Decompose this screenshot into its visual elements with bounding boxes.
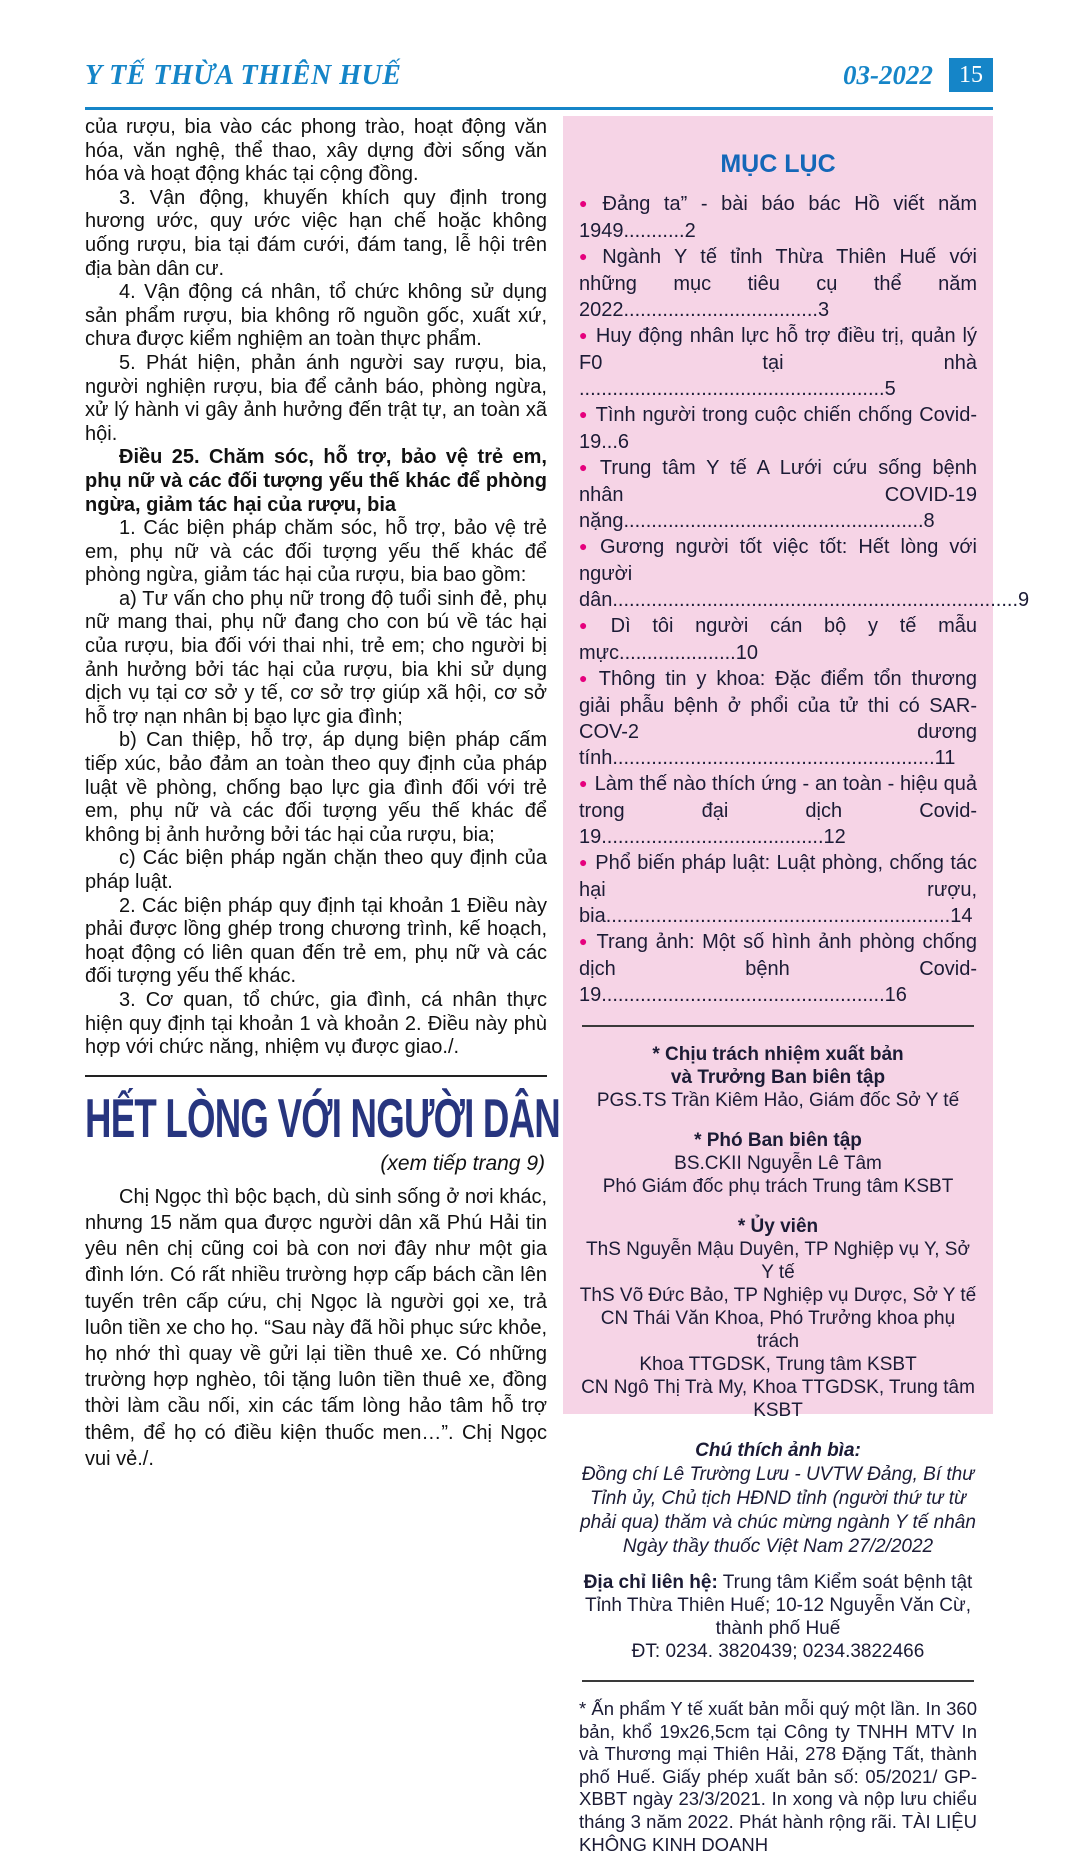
law-paragraph: của rượu, bia vào các phong trào, hoạt động văn hóa, văn nghệ, thể thao, xây dựng đời sống văn hóa và hoạt động khác tại cộng đồng. (85, 116, 547, 186)
toc-list (579, 191, 1030, 1008)
toc-entry-text: Ngành Y tế tỉnh Thừa Thiên Huế với những mục tiêu cụ thể năm 2022...................................3 (579, 246, 977, 321)
toc-masthead-box (563, 116, 1030, 1855)
toc-entry (579, 534, 1030, 613)
bullet-icon: ● (579, 406, 589, 422)
law-paragraph: 4. Vận động cá nhân, tổ chức không sử dụng sản phẩm rượu, bia không rõ nguồn gốc, xuất xứ, chưa được kiểm nghiệm an toàn thực phẩm. (85, 281, 547, 351)
article-divider (85, 1075, 547, 1077)
colophon: * Ấn phẩm Y tế xuất bản mỗi quý một lần. In 360 bản, khổ 19x26,5cm tại Công ty TNHH MTV In và Thương mại Thiên Hải, 278 Đặng Tất, thành phố Huế. Giấy phép xuất bản số: 05/2021/ GP-XBBT ngày 23/3/2021. In xong và nộp lưu chiểu tháng 3 năm 2022. Phát hành rộng rãi. TÀI LIỆU KHÔNG KINH DOANH (579, 1698, 977, 1855)
toc-entry (579, 850, 977, 929)
editorial-section (579, 1215, 977, 1422)
bullet-icon: ● (579, 854, 589, 870)
law-paragraph: c) Các biện pháp ngăn chặn theo quy định của pháp luật. (85, 847, 547, 893)
header-right (843, 58, 993, 92)
cover-caption (579, 1439, 977, 1559)
law-paragraph: Điều 25. Chăm sóc, hỗ trợ, bảo vệ trẻ em, phụ nữ và các đối tượng yếu thế khác để phòng ngừa, giảm tác hại của rượu, bia (85, 446, 547, 516)
bullet-icon: ● (579, 327, 589, 343)
bullet-icon: ● (579, 617, 604, 633)
bullet-icon: ● (579, 538, 593, 554)
toc-entry (579, 771, 977, 850)
editorial-board (579, 1043, 977, 1422)
bullet-icon: ● (579, 670, 592, 686)
law-text (85, 116, 547, 1060)
left-column (85, 116, 560, 1472)
journal-title: Y TẾ THỪA THIÊN HUẾ (85, 60, 402, 91)
toc-entry (579, 244, 977, 323)
article-body: Chị Ngọc thì bộc bạch, dù sinh sống ở nơi khác, nhưng 15 năm qua được người dân xã Phú Hải tin yêu nên chị cũng coi bà con nơi đây như một gia đình lớn. Có rất nhiều trường hợp cấp bách cần lên tuyến trên cấp cứu, chị Ngọc là người gọi xe, trả luôn tiền xe cho họ. “Sau này đã hồi phục sức khỏe, họ nhớ thì quay về gửi lại tiền thuê xe. Có những trường hợp nghèo, tôi tặng luôn tiền thuê xe, đồng thời làm cầu nối, xin các tấm lòng hảo tâm hỗ trợ thêm, để họ có điều kiện thuốc men…”. Chị Ngọc vui vẻ./. (85, 1185, 547, 1470)
toc-entry-text: Trang ảnh: Một số hình ảnh phòng chống dịch bệnh Covid-19...................................................16 (579, 931, 977, 1006)
editorial-section-body: ThS Nguyễn Mậu Duyên, TP Nghiệp vụ Y, Sở Y tế ThS Võ Đức Bảo, TP Nghiệp vụ Dược, Sở Y tế CN Thái Văn Khoa, Phó Trưởng khoa phụ trách Khoa TTGDSK, Trung tâm KSBT CN Ngô Thị Trà My, Khoa TTGDSK, Trung tâm KSBT (579, 1239, 977, 1421)
bullet-icon: ● (579, 195, 596, 211)
law-paragraph: 1. Các biện pháp chăm sóc, hỗ trợ, bảo vệ trẻ em, phụ nữ và các đối tượng yếu thế khác để phòng ngừa, giảm tác hại của rượu, bia bao gồm: (85, 517, 547, 587)
toc-entry (579, 191, 977, 244)
law-paragraph: 3. Vận động, khuyến khích quy định trong hương ước, quy ước việc hạn chế hoặc không uống rượu, bia tại đám cưới, đám tang, lễ hội trên địa bàn dân cư. (85, 186, 547, 280)
toc-title: MỤC LỤC (720, 150, 836, 178)
article-continuation-note: (xem tiếp trang 9) (380, 1151, 545, 1175)
article-title: HẾT LÒNG VỚI NGƯỜI DÂN (85, 1086, 560, 1149)
toc-entry (579, 929, 977, 1008)
toc-entry-text: Trung tâm Y tế A Lưới cứu sống bệnh nhân COVID-19 nặng......................................................8 (579, 457, 977, 532)
contact-text: Trung tâm Kiểm soát bệnh tật Tỉnh Thừa Thiên Huế; 10-12 Nguyễn Văn Cừ, thành phố Huế ĐT: 0234. 3820439; 0234.3822466 (585, 1572, 973, 1662)
toc-entry-text: Dì tôi người cán bộ y tế mẫu mực.....................10 (579, 615, 977, 664)
toc-entry (579, 455, 977, 534)
editorial-section-title: * Chịu trách nhiệm xuất bản và Trưởng Ban biên tập (652, 1044, 904, 1088)
page-number-badge: 15 (949, 58, 993, 92)
header-divider (85, 107, 993, 110)
cover-caption-title: Chú thích ảnh bìa: (695, 1440, 861, 1461)
toc-entry-text: Đảng ta” - bài báo bác Hồ viết năm 1949...........2 (579, 193, 977, 242)
bullet-icon: ● (579, 775, 588, 791)
editorial-section (579, 1129, 977, 1198)
editorial-section-body: BS.CKII Nguyễn Lê Tâm Phó Giám đốc phụ trách Trung tâm KSBT (602, 1153, 954, 1197)
toc-entry-text: Phổ biến pháp luật: Luật phòng, chống tác hại rượu, bia..............................................................14 (579, 852, 977, 927)
article-title-wrap (85, 1086, 560, 1150)
toc-entry-text: Tình người trong cuộc chiến chống Covid-19...6 (579, 404, 977, 453)
bullet-icon: ● (579, 933, 590, 949)
law-paragraph: a) Tư vấn cho phụ nữ trong độ tuổi sinh đẻ, phụ nữ mang thai, phụ nữ đang cho con bú về tác hại của rượu, bia đối với thai nhi, trẻ em; cho người bị ảnh hưởng bởi tác hại của rượu, bia khi sử dụng dịch vụ tại cơ sở y tế, cơ sở trợ giúp xã hội, cơ sở hỗ trợ nạn nhân bị bạo lực gia đình; (85, 587, 547, 728)
toc-entry (579, 323, 977, 402)
toc-entry (579, 613, 977, 666)
law-paragraph: 5. Phát hiện, phản ánh người say rượu, bia, người nghiện rượu, bia để cảnh báo, phòng ngừa, xử lý hành vi gây ảnh hưởng đến trật tự, an toàn xã hội. (85, 351, 547, 445)
toc-entry (579, 666, 977, 771)
toc-entry-text: Gương người tốt việc tốt: Hết lòng với người dân.........................................................................9 (579, 536, 1030, 611)
bullet-icon: ● (579, 248, 596, 264)
bullet-icon: ● (579, 459, 593, 475)
cover-caption-text: Đồng chí Lê Trường Lưu - UVTW Đảng, Bí thư Tỉnh ủy, Chủ tịch HĐND tỉnh (người thứ tư từ phải qua) thăm và chúc mừng ngành Y tế nhân Ngày thầy thuốc Việt Nam 27/2/2022 (580, 1464, 976, 1557)
contact-info (579, 1571, 977, 1663)
masthead-divider-bottom (582, 1680, 974, 1682)
toc-entry-text: Huy động nhân lực hỗ trợ điều trị, quản lý F0 tại nhà .......................................................5 (579, 325, 977, 400)
law-paragraph: 2. Các biện pháp quy định tại khoản 1 Điều này phải được lồng ghép trong chương trình, kế hoạch, hoạt động có liên quan đến trẻ em, phụ nữ và các đối tượng yếu thế khác. (85, 894, 547, 988)
law-paragraph: b) Can thiệp, hỗ trợ, áp dụng biện pháp cấm tiếp xúc, bảo đảm an toàn theo quy định của pháp luật về phòng, chống bạo lực gia đình đối với trẻ em, phụ nữ và các đối tượng yếu thế khác để không bị ảnh hưởng bởi tác hại của rượu, bia; (85, 729, 547, 846)
law-paragraph: 3. Cơ quan, tổ chức, gia đình, cá nhân thực hiện quy định tại khoản 1 và khoản 2. Điều này phù hợp với chức năng, nhiệm vụ được giao./. (85, 988, 547, 1059)
editorial-section-title: * Ủy viên (737, 1216, 819, 1237)
editorial-section-body: PGS.TS Trần Kiêm Hảo, Giám đốc Sở Y tế (596, 1090, 960, 1111)
editorial-section (579, 1043, 977, 1112)
page-header (85, 58, 993, 92)
contact-label: Địa chỉ liên hệ: (583, 1572, 718, 1593)
toc-entry-text: Thông tin y khoa: Đặc điểm tổn thương giải phẫu bệnh ở phổi của tử thi có SAR-COV-2 dương tính..........................................................11 (579, 668, 977, 769)
toc-entry-text: Làm thế nào thích ứng - an toàn - hiệu quả trong đại dịch Covid-19........................................12 (579, 773, 978, 848)
editorial-section-title: * Phó Ban biên tập (694, 1130, 862, 1151)
toc-entry (579, 402, 977, 455)
issue-number: 03-2022 (843, 59, 933, 90)
masthead-divider-top (582, 1025, 974, 1027)
